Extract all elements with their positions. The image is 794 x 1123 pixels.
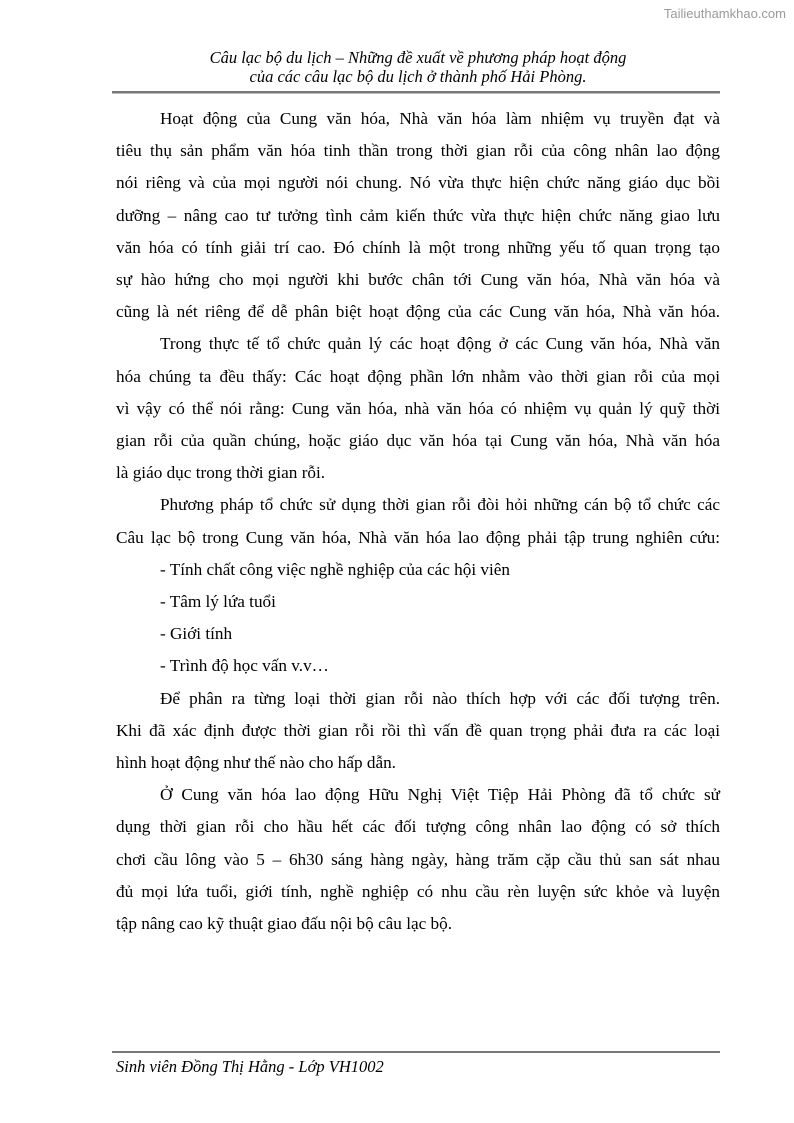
text-line: đủ mọi lứa tuổi, giới tính, nghề nghiệp có nhu cầu rèn luyện sức khỏe và luyện bbox=[116, 881, 720, 901]
watermark: Tailieuthamkhao.com bbox=[663, 6, 786, 21]
text-line: chơi cầu lông vào 5 – 6h30 sáng hàng ngày, hàng trăm cặp cầu thủ san sát nhau bbox=[116, 849, 720, 869]
text-line: Để phân ra từng loại thời gian rỗi nào thích hợp với các đối tượng trên. bbox=[160, 688, 720, 708]
header-line-2: của các câu lạc bộ du lịch ở thành phố Hải Phòng. bbox=[249, 67, 587, 86]
text-line: dụng thời gian rỗi cho hầu hết các đối tượng công nhân lao động có sở thích bbox=[116, 817, 720, 837]
text-line: gian rỗi của quần chúng, hoặc giáo dục văn hóa tại Cung văn hóa, Nhà văn hóa bbox=[116, 431, 720, 451]
text-line: Khi đã xác định được thời gian rỗi rồi thì vấn đề quan trọng phải đưa ra các loại bbox=[116, 720, 720, 740]
document-body bbox=[116, 103, 720, 940]
running-footer: Sinh viên Đồng Thị Hằng - Lớp VH1002 bbox=[116, 1057, 384, 1076]
text-line: nói riêng và của mọi người nói chung. Nó vừa thực hiện chức năng giáo dục bồi bbox=[116, 173, 720, 193]
text-line: Ở Cung văn hóa lao động Hữu Nghị Việt Tiệp Hải Phòng đã tổ chức sử bbox=[160, 785, 720, 805]
text-line: hóa chúng ta đều thấy: Các hoạt động phần lớn nhằm vào thời gian rỗi của mọi bbox=[116, 366, 720, 386]
text-line: sự hào hứng cho mọi người khi bước chân tới Cung văn hóa, Nhà văn hóa và bbox=[116, 270, 720, 290]
text-line: tập nâng cao kỹ thuật giao đấu nội bộ câu lạc bộ. bbox=[116, 914, 453, 934]
footer-rule bbox=[112, 1051, 720, 1053]
paragraph bbox=[116, 683, 720, 780]
text-line: cũng là nét riêng để dễ phân biệt hoạt động của các Cung văn hóa, Nhà văn hóa. bbox=[116, 302, 720, 322]
text-line: Câu lạc bộ trong Cung văn hóa, Nhà văn hóa lao động phải tập trung nghiên cứu: bbox=[116, 527, 720, 547]
text-line: văn hóa có tính giải trí cao. Đó chính là một trong những yếu tố quan trọng tạo bbox=[116, 237, 720, 257]
paragraph bbox=[116, 103, 720, 328]
list-item: - Trình độ học vấn v.v… bbox=[160, 656, 329, 676]
text-line: dưỡng – nâng cao tư tưởng tình cảm kiến thức vừa thực hiện chức năng giao lưu bbox=[116, 205, 720, 225]
list-item: - Giới tính bbox=[160, 624, 233, 644]
list-item: - Tâm lý lứa tuổi bbox=[160, 592, 276, 612]
text-line: Phương pháp tổ chức sử dụng thời gian rỗi đòi hỏi những cán bộ tổ chức các bbox=[160, 495, 720, 515]
list-item: - Tính chất công việc nghề nghiệp của các hội viên bbox=[160, 559, 510, 579]
paragraph bbox=[116, 489, 720, 553]
running-header bbox=[116, 48, 720, 86]
text-line: vì vậy có thể nói rằng: Cung văn hóa, nhà văn hóa có nhiệm vụ quản lý quỹ thời bbox=[116, 398, 720, 418]
paragraph bbox=[116, 779, 720, 940]
text-line: Hoạt động của Cung văn hóa, Nhà văn hóa làm nhiệm vụ truyền đạt và bbox=[160, 109, 720, 128]
header-line-1: Câu lạc bộ du lịch – Những đề xuất về phương pháp hoạt động bbox=[209, 48, 627, 67]
text-line: tiêu thụ sản phẩm văn hóa tinh thần trong thời gian rỗi của công nhân lao động bbox=[116, 141, 720, 161]
text-line: Trong thực tế tổ chức quản lý các hoạt động ở các Cung văn hóa, Nhà văn bbox=[160, 334, 720, 354]
bullet-list bbox=[116, 554, 720, 683]
text-line: hình hoạt động như thế nào cho hấp dẫn. bbox=[116, 753, 396, 773]
paragraph bbox=[116, 328, 720, 489]
header-rule bbox=[112, 91, 720, 94]
text-line: là giáo dục trong thời gian rỗi. bbox=[116, 463, 326, 483]
